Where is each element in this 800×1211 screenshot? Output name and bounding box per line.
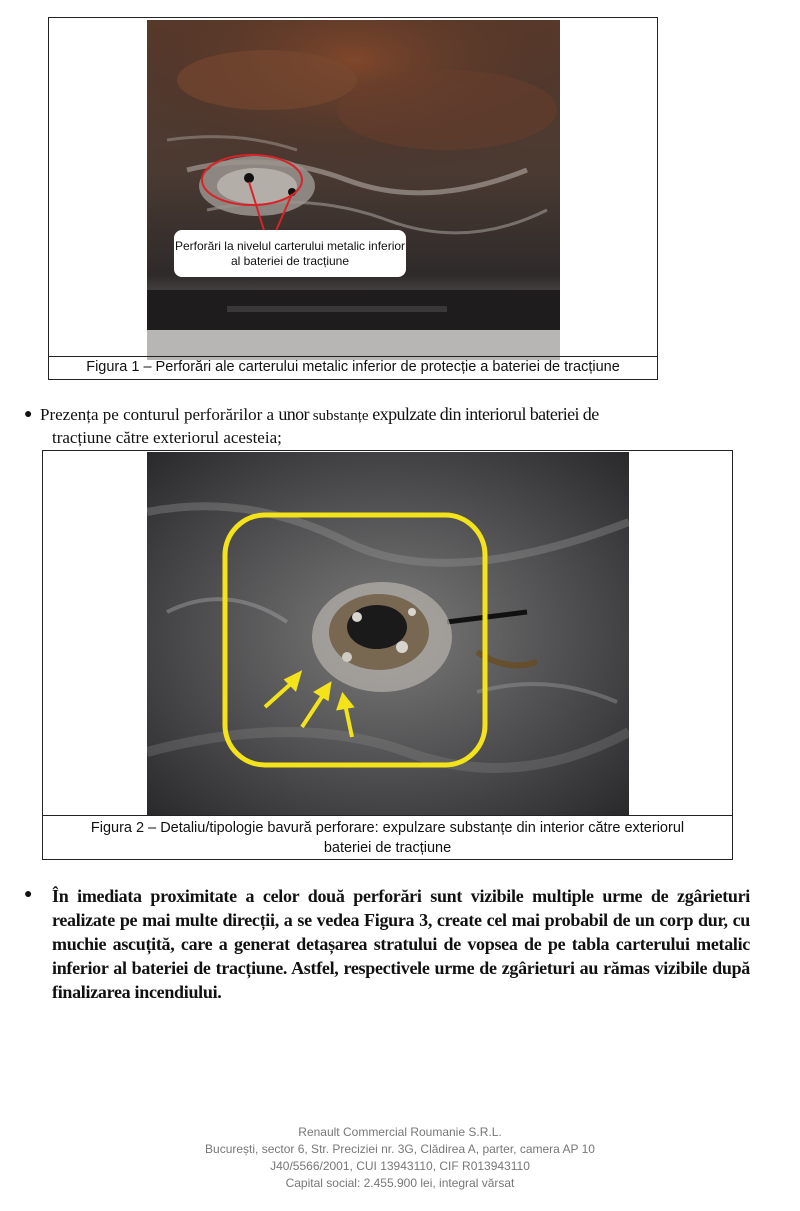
figure-2-caption-line1: Figura 2 – Detaliu/tipologie bavură perforare: expulzare substanțe din interior către exteriorul: [90, 820, 685, 836]
bullet-1-text: [40, 404, 760, 448]
figure-1-photo: [147, 20, 560, 360]
bullet-1-part4: expulzate din interiorul bateriei de: [372, 404, 599, 424]
figure-1-caption: Figura 1 – Perforări ale carterului metalic inferior de protecție a bateriei de tracțiune: [49, 356, 657, 379]
figure-2-caption: [43, 815, 732, 859]
footer-registration: J40/5566/2001, CUI 13943110, CIF R013943110: [270, 1159, 530, 1173]
bullet-2-text: În imediata proximitate a celor două perforări sunt vizibile multiple urme de zgârieturi realizate pe mai multe direcții, a se vedea Figura 3, create cel mai probabil de un corp dur, cu muchie ascuțită, care a generat detașarea stratului de vopsea de pe tabla carterului metalic inferior al bateriei de tracțiune. Astfel, respectivele urme de zgârieturi au rămas vizibile după finalizarea incendiului.: [52, 886, 750, 1002]
footer-company: Renault Commercial Roumanie S.R.L.: [298, 1125, 502, 1139]
bullet-1-line2: tracțiune către exteriorul acesteia;: [52, 428, 282, 447]
bullet-icon: ●: [24, 407, 33, 422]
bullet-icon: ●: [24, 887, 33, 902]
figure-2: [42, 450, 733, 860]
bullet-1-part1: Prezența pe conturul perforărilor a: [40, 405, 279, 424]
figure-2-caption-line2: bateriei de tracțiune: [323, 840, 452, 856]
perforation-detail-photo: [147, 452, 629, 816]
bullet-1-part3: substanțe: [308, 408, 373, 424]
page-footer: [0, 1124, 800, 1192]
footer-capital: Capital social: 2.455.900 lei, integral vărsat: [285, 1176, 515, 1190]
footer-address: București, sector 6, Str. Preciziei nr. 3G, Clădirea A, parter, camera AP 10: [205, 1142, 595, 1156]
bullet-1-part2: unor: [278, 404, 309, 424]
figure-2-photo: [147, 452, 629, 816]
battery-underside-photo: [147, 20, 560, 360]
figure-1-callout: [174, 230, 406, 277]
figure-1: [48, 17, 658, 380]
figure-1-callout-text: Perforări la nivelul carterului metalic inferior al bateriei de tracțiune: [174, 238, 406, 268]
